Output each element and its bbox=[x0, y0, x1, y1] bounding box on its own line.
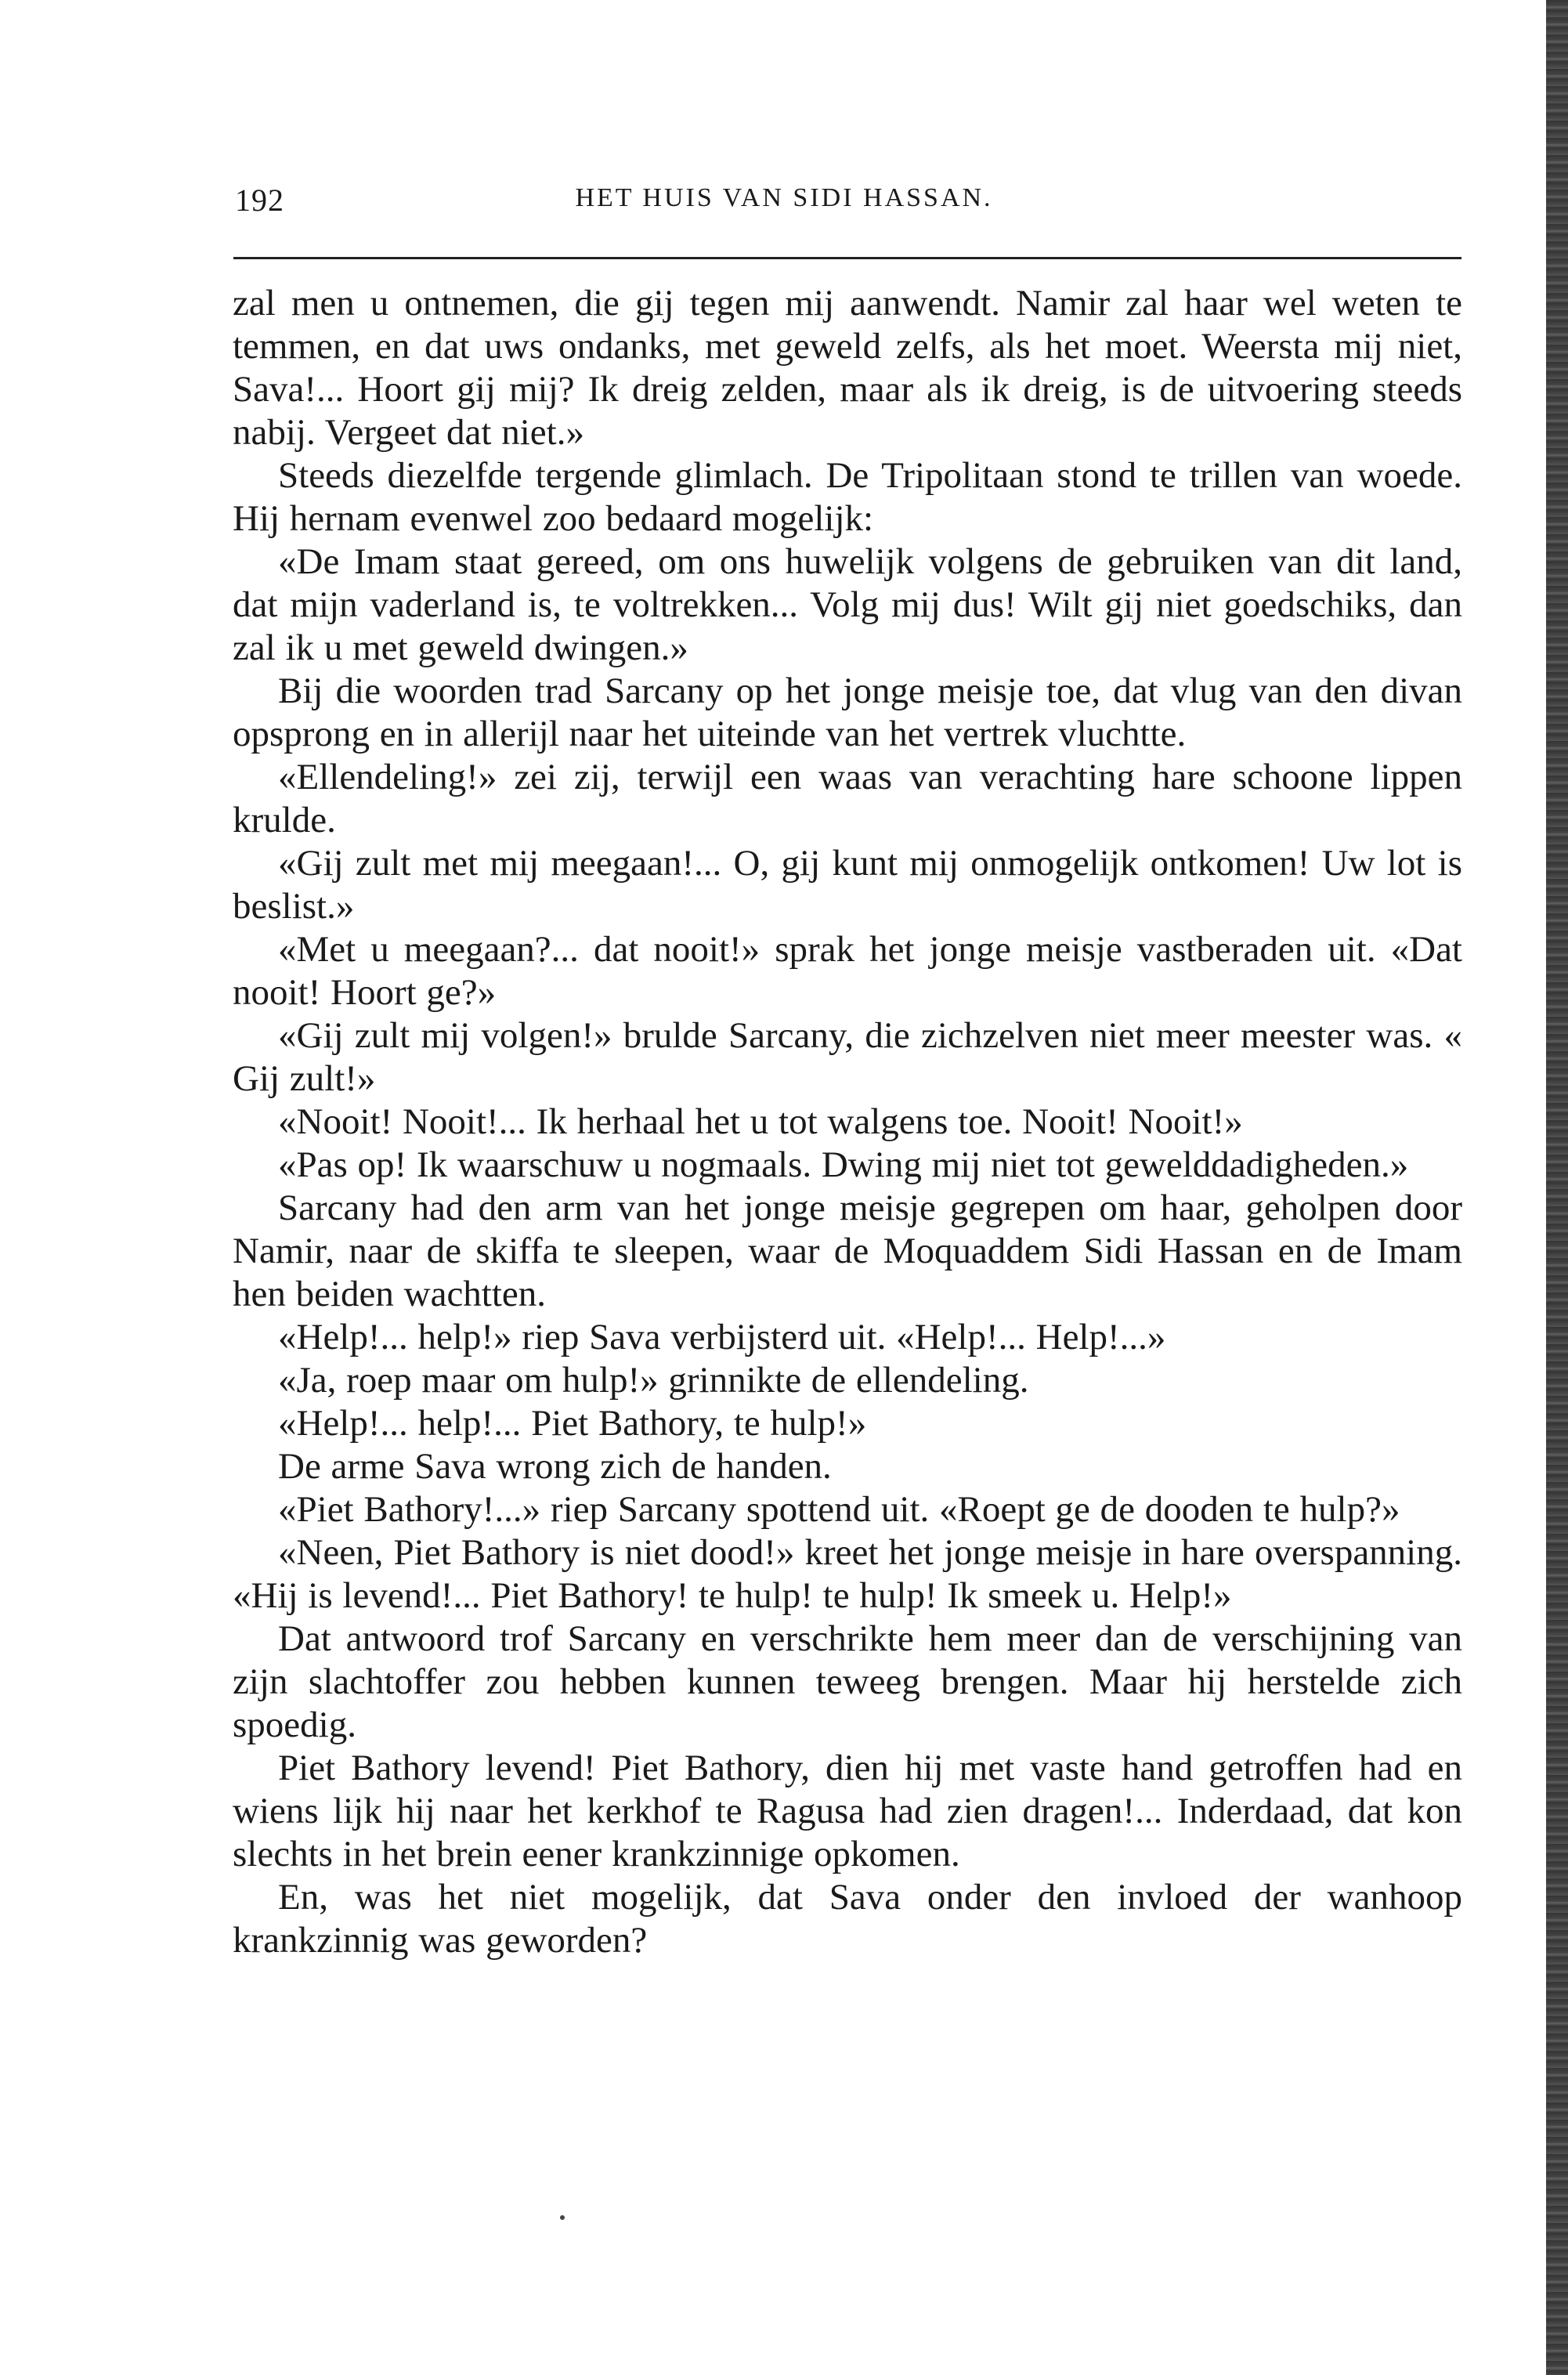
paragraph: Sarcany had den arm van het jonge meisje gegrepen om haar, geholpen door Namir, naar de skiffa te sleepen, waar de Moquaddem Sidi Hassan en de Imam hen beiden wachtten. bbox=[233, 1188, 1462, 1314]
paragraph: De arme Sava wrong zich de handen. bbox=[278, 1446, 832, 1487]
book-binding-edge bbox=[1546, 0, 1568, 2375]
paragraph: «Gij zult met mij meegaan!... O, gij kunt mij onmogelijk ontkomen! Uw lot is beslist.» bbox=[233, 843, 1462, 927]
paragraph: «Ellendeling!» zei zij, terwijl een waas van verachting hare schoone lippen krulde. bbox=[233, 757, 1462, 840]
running-head: HET HUIS VAN SIDI HASSAN. bbox=[575, 183, 993, 212]
paragraph: «Nooit! Nooit!... Ik herhaal het u tot walgens toe. Nooit! Nooit!» bbox=[278, 1101, 1243, 1142]
paragraph: zal men u ontnemen, die gij tegen mij aanwendt. Namir zal haar wel weten te temmen, en dat uws ondanks, met geweld zelfs, als het moet. Weersta mij niet, Sava!... Hoort gij mij? Ik dreig zelden, maar als ik dreig, is de uitvoering steeds nabij. Vergeet dat niet.» bbox=[233, 283, 1462, 453]
paragraph: «Help!... help!» riep Sava verbijsterd uit. «Help!... Help!...» bbox=[278, 1317, 1166, 1357]
paragraph: «Neen, Piet Bathory is niet dood!» kreet het jonge meisje in hare overspanning. «Hij is levend!... Piet Bathory! te hulp! te hulp! Ik smeek u. Help!» bbox=[233, 1532, 1462, 1616]
paragraph: «Piet Bathory!...» riep Sarcany spottend uit. «Roept ge de dooden te hulp?» bbox=[278, 1489, 1400, 1530]
text-body bbox=[233, 282, 1462, 1962]
paragraph: Bij die woorden trad Sarcany op het jonge meisje toe, dat vlug van den divan opsprong en in allerijl naar het uiteinde van het vertrek vluchtte. bbox=[233, 671, 1462, 754]
paragraph: «Ja, roep maar om hulp!» grinnikte de ellendeling. bbox=[278, 1360, 1029, 1401]
paragraph: En, was het niet mogelijk, dat Sava onder den invloed der wanhoop krankzinnig was geworden? bbox=[233, 1877, 1462, 1961]
paragraph: «Gij zult mij volgen!» brulde Sarcany, die zichzelven niet meer meester was. « Gij zult!» bbox=[233, 1015, 1462, 1099]
paragraph: «Pas op! Ik waarschuw u nogmaals. Dwing mij niet tot gewelddadigheden.» bbox=[278, 1144, 1409, 1185]
paragraph: «De Imam staat gereed, om ons huwelijk volgens de gebruiken van dit land, dat mijn vaderland is, te voltrekken... Volg mij dus! Wilt gij niet goedschiks, dan zal ik u met geweld dwingen.» bbox=[233, 541, 1462, 668]
paragraph: «Met u meegaan?... dat nooit!» sprak het jonge meisje vastberaden uit. «Dat nooit! Hoort ge?» bbox=[233, 929, 1462, 1013]
paragraph: «Help!... help!... Piet Bathory, te hulp!» bbox=[278, 1403, 867, 1444]
page-mark-dot bbox=[560, 2215, 565, 2220]
paragraph: Dat antwoord trof Sarcany en verschrikte hem meer dan de verschijning van zijn slachtoffer zou hebben kunnen teweeg brengen. Maar hij herstelde zich spoedig. bbox=[233, 1618, 1462, 1745]
paragraph: Piet Bathory levend! Piet Bathory, dien hij met vaste hand getroffen had en wiens lijk hij naar het kerkhof te Ragusa had zien dragen!... Inderdaad, dat kon slechts in het brein eener krankzinnige opkomen. bbox=[233, 1748, 1462, 1874]
page-number: 192 bbox=[235, 183, 284, 218]
header-rule bbox=[233, 257, 1461, 259]
paragraph: Steeds diezelfde tergende glimlach. De Tripolitaan stond te trillen van woede. Hij hernam evenwel zoo bedaard mogelijk: bbox=[233, 455, 1462, 539]
